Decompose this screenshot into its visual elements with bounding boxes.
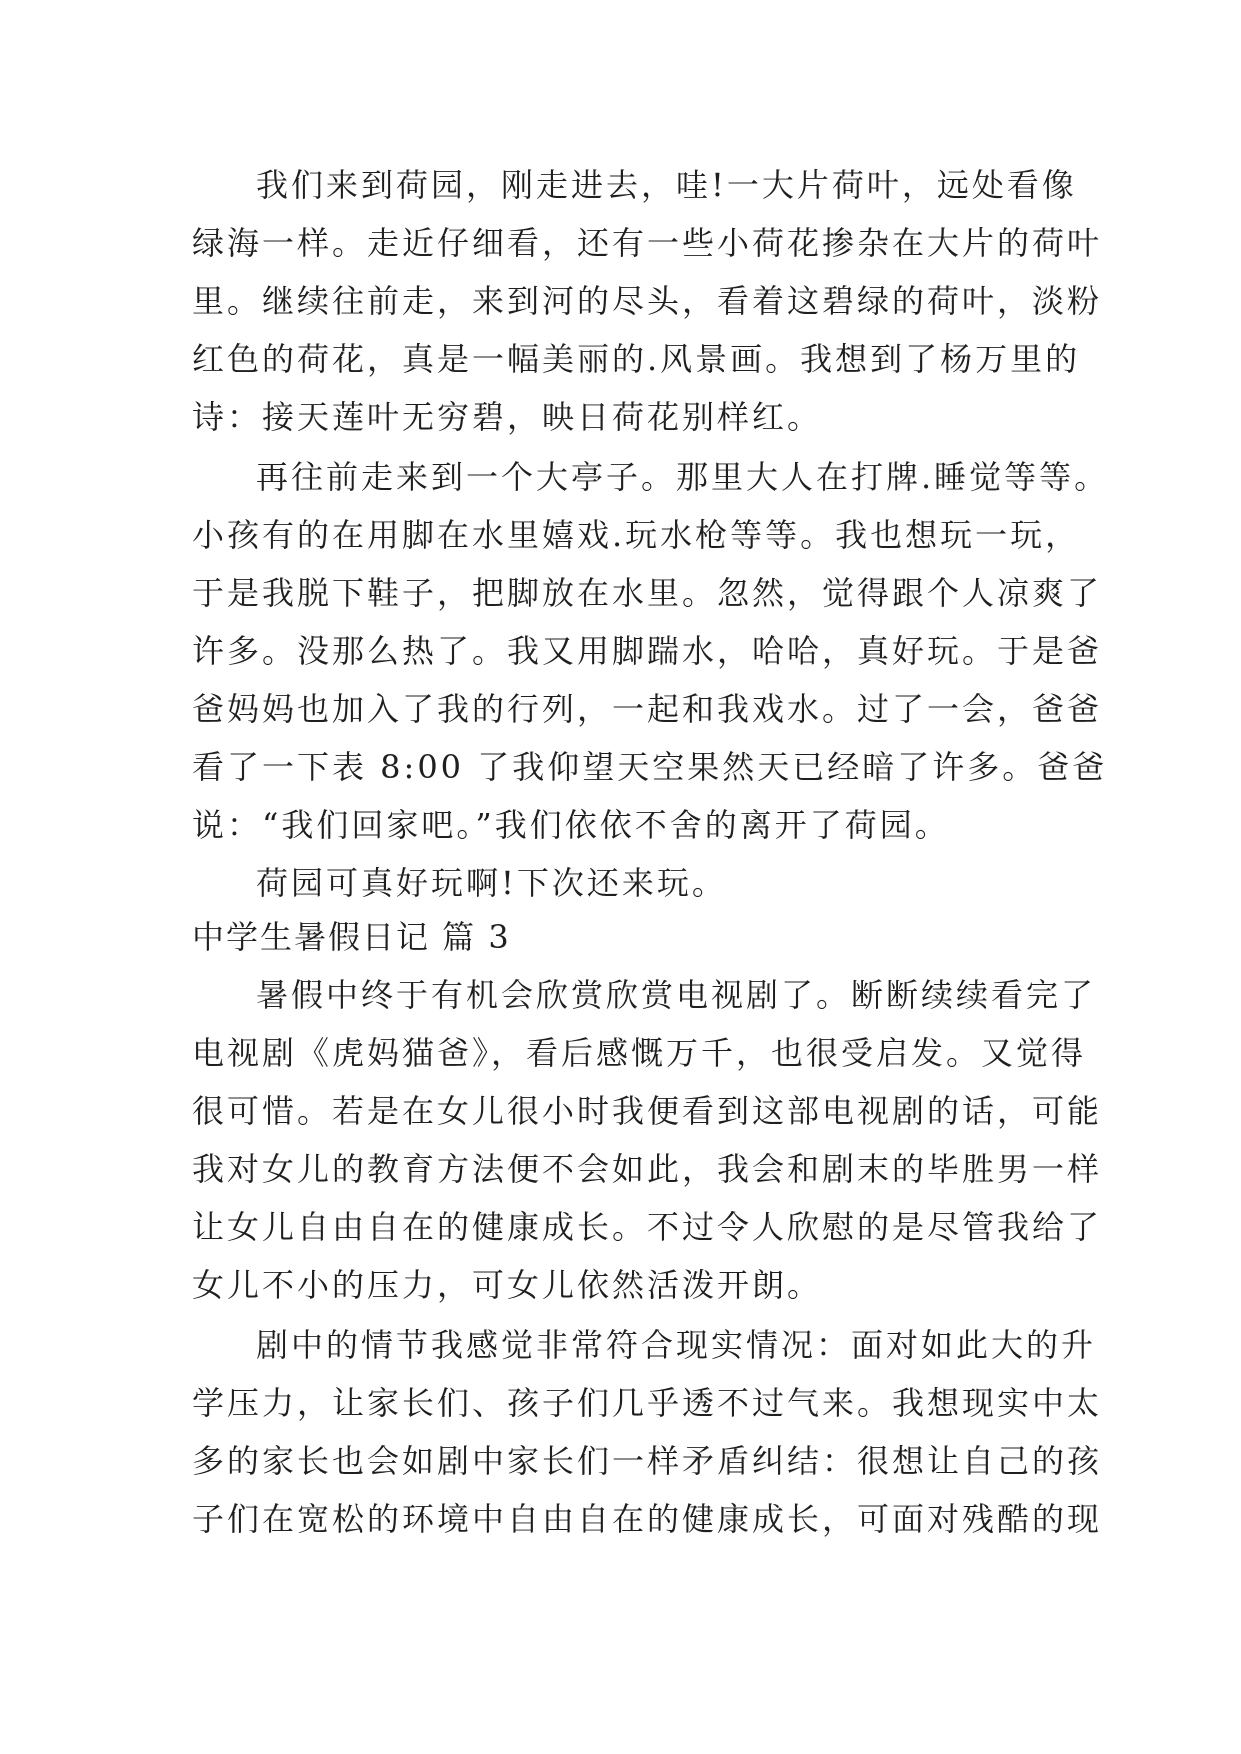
paragraph-line: 暑假中终于有机会欣赏欣赏电视剧了。断断续续看完了	[256, 976, 1097, 1014]
paragraph-line: 电视剧《虎妈猫爸》，看后感慨万千，也很受启发。又觉得	[192, 1034, 1087, 1072]
paragraph-line: 我对女儿的教育方法便不会如此，我会和剧末的毕胜男一样	[192, 1150, 1103, 1188]
paragraph-line: 红色的荷花，真是一幅美丽的.风景画。我想到了杨万里的	[192, 340, 1081, 378]
paragraph-line: 于是我脱下鞋子，把脚放在水里。忽然，觉得跟个人凉爽了	[192, 574, 1103, 612]
paragraph-line: 子们在宽松的环境中自由自在的健康成长，可面对残酷的现	[192, 1500, 1103, 1538]
paragraph-line: 看了一下表 8:00 了我仰望天空果然天已经暗了许多。爸爸	[192, 748, 1108, 786]
paragraph-line: 诗：接天莲叶无穷碧，映日荷花别样红。	[192, 398, 823, 436]
paragraph-line: 我们来到荷园，刚走进去，哇!一大片荷叶，远处看像	[256, 166, 1077, 204]
paragraph-line: 许多。没那么热了。我又用脚踹水，哈哈，真好玩。于是爸	[192, 632, 1103, 670]
paragraph-line: 说：“我们回家吧。”我们依依不舍的离开了荷园。	[192, 806, 950, 844]
paragraph-line: 女儿不小的压力，可女儿依然活泼开朗。	[192, 1266, 823, 1304]
section-heading: 中学生暑假日记 篇 3	[192, 918, 511, 956]
paragraph-line: 再往前走来到一个大亭子。那里大人在打牌.睡觉等等。	[256, 458, 1110, 496]
paragraph-line: 绿海一样。走近仔细看，还有一些小荷花掺杂在大片的荷叶	[192, 224, 1103, 262]
paragraph-line: 荷园可真好玩啊!下次还来玩。	[256, 864, 727, 902]
paragraph-line: 多的家长也会如剧中家长们一样矛盾纠结：很想让自己的孩	[192, 1442, 1103, 1480]
paragraph-line: 让女儿自由自在的健康成长。不过令人欣慰的是尽管我给了	[192, 1208, 1103, 1246]
paragraph-line: 小孩有的在用脚在水里嬉戏.玩水枪等等。我也想玩一玩，	[192, 516, 1081, 554]
paragraph-line: 剧中的情节我感觉非常符合现实情况：面对如此大的升	[256, 1326, 1097, 1364]
paragraph-line: 里。继续往前走，来到河的尽头，看着这碧绿的荷叶，淡粉	[192, 282, 1103, 320]
paragraph-line: 学压力，让家长们、孩子们几乎透不过气来。我想现实中太	[192, 1384, 1103, 1422]
paragraph-line: 爸妈妈也加入了我的行列，一起和我戏水。过了一会，爸爸	[192, 690, 1103, 728]
paragraph-line: 很可惜。若是在女儿很小时我便看到这部电视剧的话，可能	[192, 1092, 1103, 1130]
